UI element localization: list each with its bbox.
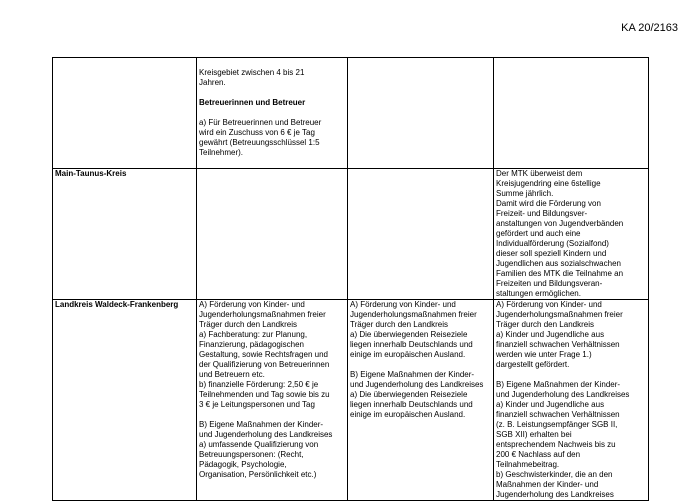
table-cell-support: A) Förderung von Kinder- und Jugenderholungsmaßnahmen freier Träger durch den Landkreis a) Fachberatung: zur Planung, Finanzierung, pädagogischen Gestaltung, sowie Rechtsfragen und der Qualifizierung von Betreuerinnen und Betreuern etc. b) finanzielle Förderung: 2,50 € je Teilnehmenden und Tag sowie bis zu 3 € je Leitungspersonen und Tag B) Eigene Maßnahmen der Kinder- und Jugenderholung des Landkreises a) umfassende Qualifizierung von Betreuungspersonen: (Recht, Pädagogik, Psychologie, Organisation, Persönlichkeit etc.) [197,300,348,501]
table-cell-district: Landkreis Waldeck-Frankenberg [53,300,197,501]
document-id: KA 20/2163 [621,22,678,34]
table-cell-destinations: A) Förderung von Kinder- und Jugenderholungsmaßnahmen freier Träger durch den Landkreis a) Die überwiegenden Reiseziele liegen innerhalb Deutschlands und einige im europäischen Ausland. B) Eigene Maßnahmen der Kinder- und Jugenderholung des Landkreises a) Die überwiegenden Reiseziele liegen innerhalb Deutschlands und einige im europäischen Ausland. [348,300,494,501]
table-cell-district: Main-Taunus-Kreis [53,169,197,300]
cell-subheading: Betreuerinnen und Betreuer [199,98,306,107]
table-cell-destinations [348,58,494,169]
table-cell-destinations [348,169,494,300]
table-cell-support [197,169,348,300]
table-cell-district [53,58,197,169]
cell-text: a) Für Betreuerinnen und Betreuer wird ein Zuschuss von 6 € je Tag gewährt (Betreuungsschlüssel 1:5 Teilnehmer). [199,118,322,157]
table-cell-support [197,58,348,169]
table-cell-social [494,58,649,169]
table-row [53,169,649,300]
table-cell-social: Der MTK überweist dem Kreisjugendring eine 6stellige Summe jährlich. Damit wird die Förderung von Freizeit- und Bildungsver- anstaltungen von Jugendverbänden gefördert und auch eine Individualförderung (Sozialfond) dieser soll speziell Kindern und Jugendlichen aus sozialschwachen Familien des MTK die Teilnahme an Freizeiten und Bildungsveran- staltungen ermöglichen. [494,169,649,300]
funding-table [52,57,649,501]
cell-text: Kreisgebiet zwischen 4 bis 21 Jahren. [199,68,305,87]
table-cell-social: A) Förderung von Kinder- und Jugenderholungsmaßnahmen freier Träger durch den Landkreis a) Kinder und Jugendliche aus finanziell schwachen Verhältnissen werden wie unter Frage 1.) dargestellt gefördert. B) Eigene Maßnahmen der Kinder- und Jugenderholung des Landkreises a) Kinder und Jugendliche aus finanziell schwachen Verhältnissen (z. B. Leistungsempfänger SGB II, SGB XII) erhalten bei entsprechendem Nachweis bis zu 200 € Nachlass auf den Teilnahmebeitrag. b) Geschwisterkinder, die an den Maßnahmen der Kinder- und Jugenderholung des Landkreises [494,300,649,501]
table-row [53,300,649,501]
table-row [53,58,649,169]
